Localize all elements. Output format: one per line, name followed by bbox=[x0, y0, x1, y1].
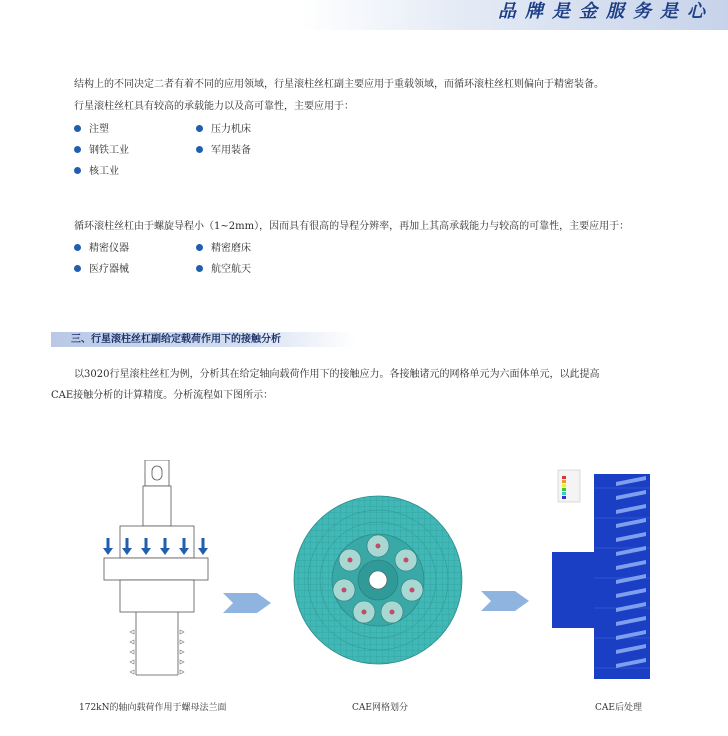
figure-caption: CAE后处理 bbox=[595, 703, 642, 713]
section-title: 三、行星滚柱丝杠副给定载荷作用下的接触分析 bbox=[71, 334, 281, 345]
slogan: 品牌是金服务是心 bbox=[498, 1, 714, 22]
list-item: 航空航天 bbox=[196, 263, 251, 277]
list-item: 精密仪器 bbox=[74, 242, 129, 256]
figure-caption: CAE网格划分 bbox=[352, 703, 408, 713]
bullet-icon bbox=[74, 265, 81, 272]
bullet-icon bbox=[74, 244, 81, 251]
flow-arrow-icon bbox=[481, 587, 531, 615]
analysis-line-2: CAE接触分析的计算精度。分析流程如下图所示： bbox=[51, 390, 274, 401]
bullet-icon bbox=[196, 146, 203, 153]
intro-line-2: 行星滚柱丝杠具有较高的承载能力以及高可靠性，主要应用于： bbox=[74, 101, 354, 112]
list-item: 压力机床 bbox=[196, 123, 251, 137]
list-item: 核工业 bbox=[74, 165, 119, 179]
header-banner bbox=[300, 0, 728, 30]
bullet-icon bbox=[196, 125, 203, 132]
list-item: 精密磨床 bbox=[196, 242, 251, 256]
intro-line-1: 结构上的不同决定二者有着不同的应用领域，行星滚柱丝杠副主要应用于重载领域，而循环滚柱丝杠则偏向于精密装备。 bbox=[74, 79, 604, 90]
cae-mesh-figure bbox=[292, 494, 464, 666]
analysis-line-1: 以3020行星滚柱丝杠为例，分析其在给定轴向载荷作用下的接触应力。各接触诸元的网格单元为六面体单元，以此提高 bbox=[74, 369, 600, 380]
list-item: 军用装备 bbox=[196, 144, 251, 158]
color-legend bbox=[558, 470, 580, 502]
bullet-icon bbox=[74, 146, 81, 153]
bullet-icon bbox=[74, 125, 81, 132]
bullet-icon bbox=[196, 244, 203, 251]
flow-arrow-icon bbox=[223, 589, 273, 617]
bullet-icon bbox=[74, 167, 81, 174]
list-item: 注塑 bbox=[74, 123, 109, 137]
recirc-line: 循环滚柱丝杠由于螺旋导程小（1~2mm），因而具有很高的导程分辨率，再加上其高承载能力与较高的可靠性，主要应用于： bbox=[74, 221, 630, 232]
section-heading bbox=[51, 332, 356, 347]
constraint-markers bbox=[130, 630, 184, 674]
load-schematic-figure bbox=[90, 460, 230, 685]
bullet-icon bbox=[196, 265, 203, 272]
cae-post-figure bbox=[550, 468, 660, 683]
figure-caption: 172kN的轴向载荷作用于螺母法兰面 bbox=[79, 703, 227, 713]
list-item: 钢铁工业 bbox=[74, 144, 129, 158]
list-item: 医疗器械 bbox=[74, 263, 129, 277]
